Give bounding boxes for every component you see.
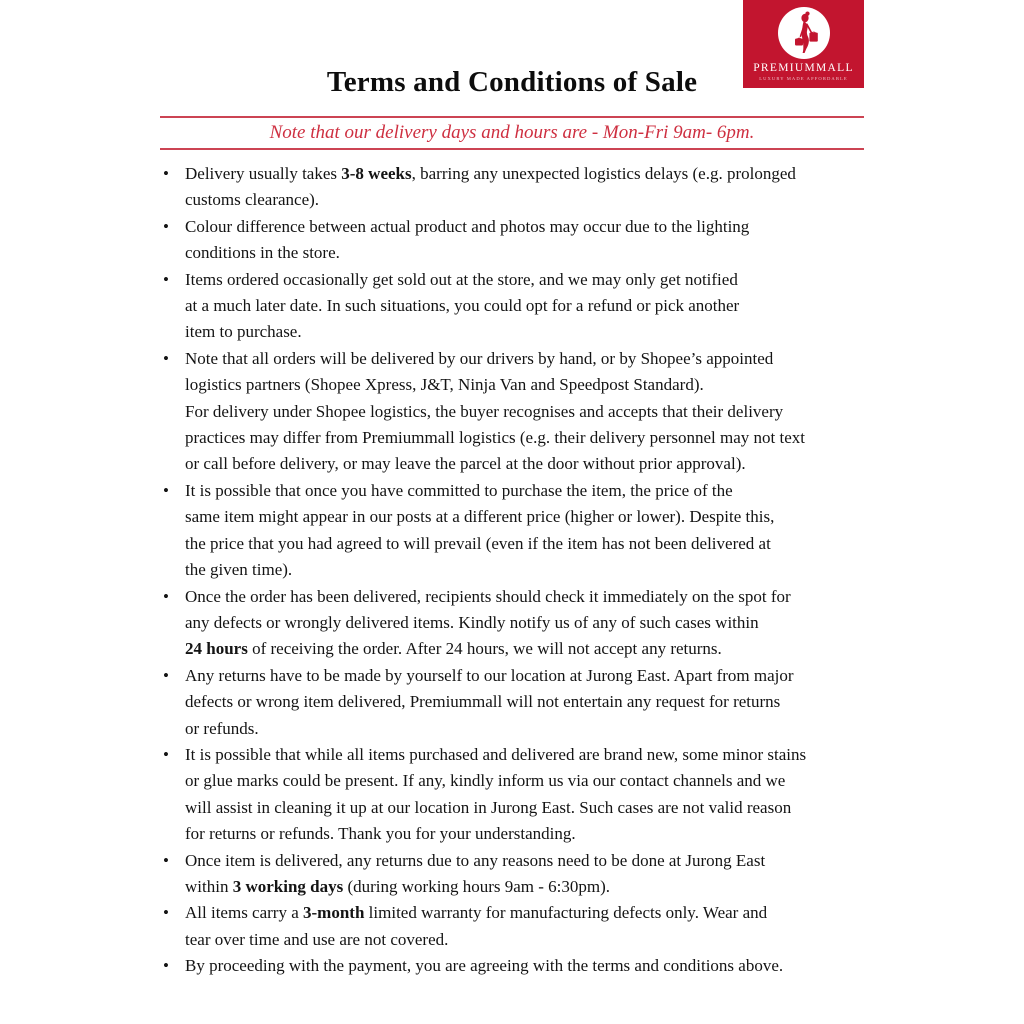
term-item: • It is possible that once you have committed to purchase the item, the price of the same item might appear in our posts at a different price (higher or lower). Despite this, the price that you had agreed to will prevail (even if the item has not been delivered at the given time). (160, 478, 884, 584)
term-item: • Delivery usually takes 3-8 weeks, barring any unexpected logistics delays (e.g. prolonged customs clearance). (160, 161, 884, 214)
brand-name: PREMIUMMALL (753, 62, 854, 74)
page-title: Terms and Conditions of Sale (326, 66, 698, 98)
woman-with-shopping-bags-icon (778, 7, 830, 59)
brand-tagline: LUXURY MADE AFFORDABLE (759, 75, 848, 81)
term-item: • Note that all orders will be delivered by our drivers by hand, or by Shopee’s appointed logistics partners (Shopee Xpress, J&T, Ninja Van and Speedpost Standard). For delivery under Shopee logistics, the buyer recognises and accepts that their delivery practices may differ from Premiummall logistics (e.g. their delivery personnel may not text or call before delivery, or may leave the parcel at the door without prior approval). (160, 346, 884, 478)
delivery-note: Note that our delivery days and hours are - Mon-Fri 9am- 6pm. (269, 122, 755, 143)
term-item: • It is possible that while all items purchased and delivered are brand new, some minor stains or glue marks could be present. If any, kindly inform us via our contact channels and we will assist in cleaning it up at our location in Jurong East. Such cases are not valid reason for returns or refunds. Thank you for your understanding. (160, 742, 884, 848)
term-item: • All items carry a 3-month limited warranty for manufacturing defects only. Wear and tear over time and use are not covered. (160, 900, 884, 953)
term-item: • Once the order has been delivered, recipients should check it immediately on the spot for any defects or wrongly delivered items. Kindly notify us of any of such cases within 24 hours of receiving the order. After 24 hours, we will not accept any returns. (160, 584, 884, 663)
delivery-note-banner (160, 116, 864, 150)
term-item: • Once item is delivered, any returns due to any reasons need to be done at Jurong East within 3 working days (during working hours 9am - 6:30pm). (160, 848, 884, 901)
term-item: • Colour difference between actual product and photos may occur due to the lighting conditions in the store. (160, 214, 884, 267)
term-item: • By proceeding with the payment, you are agreeing with the terms and conditions above. (160, 953, 884, 979)
terms-list (160, 161, 884, 980)
term-item: • Items ordered occasionally get sold out at the store, and we may only get notified at a much later date. In such situations, you could opt for a refund or pick another item to purchase. (160, 267, 884, 346)
term-item: • Any returns have to be made by yourself to our location at Jurong East. Apart from major defects or wrong item delivered, Premiummall will not entertain any request for returns or refunds. (160, 663, 884, 742)
